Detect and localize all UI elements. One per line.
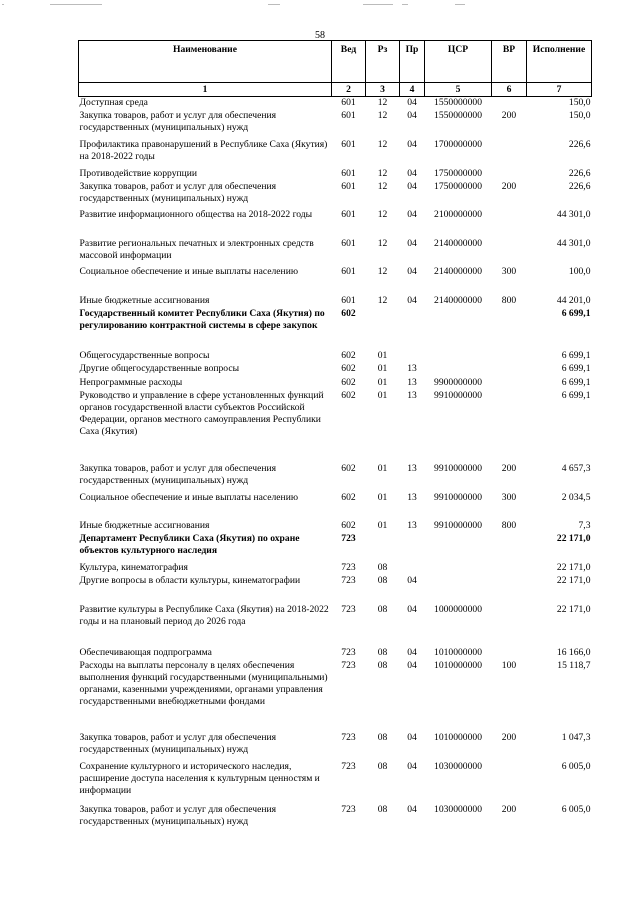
header-vr: ВР — [492, 41, 527, 83]
row-ved: 601 — [341, 237, 356, 249]
row-csr: 1700000000 — [434, 138, 482, 150]
row-rz — [366, 533, 400, 562]
table-row — [79, 761, 592, 804]
row-ved: 602 — [341, 519, 356, 531]
row-pr: 04 — [407, 659, 417, 671]
row-rz: 08 — [377, 803, 388, 815]
row-name: Руководство и управление в сфере установленных функций органов государственной власти субъектов Российской Федерации, органов местного самоуправления Республики Саха (Якутия) — [79, 389, 324, 437]
row-amount: 100,0 — [568, 265, 591, 277]
row-name: Закупка товаров, работ и услуг для обеспечения государственных (муниципальных) нужд — [79, 180, 277, 204]
row-ved: 602 — [341, 389, 356, 401]
row-amount: 22 171,0 — [556, 561, 591, 573]
row-rz: 12 — [377, 294, 388, 306]
table-row — [79, 209, 592, 238]
row-pr: 04 — [407, 180, 417, 192]
row-pr: 13 — [407, 491, 417, 503]
row-csr: 2140000000 — [434, 265, 482, 277]
table-row — [79, 181, 592, 209]
row-pr: 04 — [407, 265, 417, 277]
row-csr: 2100000000 — [434, 208, 482, 220]
row-ved: 602 — [341, 307, 356, 319]
header-csr: ЦСР — [425, 41, 492, 83]
row-pr: 13 — [407, 362, 417, 374]
row-rz: 08 — [377, 561, 388, 573]
row-pr: 04 — [407, 208, 417, 220]
table-row — [79, 266, 592, 295]
row-vr: 300 — [501, 491, 517, 503]
row-name: Расходы на выплаты персоналу в целях обеспечения выполнения функций государственными (муниципальными) органами, казенными учреждениями, органами управления государственными внебюджетными фондами — [79, 659, 328, 707]
row-name: Профилактика правонарушений в Республике Саха (Якутия) на 2018-2022 годы — [79, 138, 328, 162]
row-vr: 200 — [501, 731, 517, 743]
row-vr: 200 — [501, 180, 517, 192]
row-rz: 08 — [377, 760, 388, 772]
row-ved: 723 — [341, 561, 356, 573]
row-amount: 1 047,3 — [561, 731, 591, 743]
row-pr: 13 — [407, 519, 417, 531]
row-pr — [400, 350, 425, 363]
row-ved: 601 — [341, 294, 356, 306]
table-row — [79, 660, 592, 732]
column-number: 7 — [527, 83, 592, 97]
row-csr: 9900000000 — [434, 376, 482, 388]
scan-artifact-marks — [0, 0, 640, 14]
row-pr: 04 — [407, 731, 417, 743]
row-amount: 15 118,7 — [557, 659, 591, 671]
row-name: Иные бюджетные ассигнования — [79, 519, 210, 531]
row-rz: 01 — [377, 389, 388, 401]
table-row — [79, 295, 592, 308]
row-pr: 04 — [407, 109, 417, 121]
header-name: Наименование — [79, 41, 332, 83]
column-number: 4 — [400, 83, 425, 97]
row-pr: 04 — [407, 574, 417, 586]
row-name: Непрограммные расходы — [79, 376, 183, 388]
row-csr — [425, 575, 492, 604]
row-ved: 602 — [341, 491, 356, 503]
row-rz: 01 — [377, 519, 388, 531]
row-name: Развитие региональных печатных и электронных средств массовой информации — [79, 237, 314, 261]
row-vr — [492, 533, 527, 562]
table-row — [79, 804, 592, 832]
row-vr — [492, 139, 527, 168]
row-rz: 12 — [377, 180, 388, 192]
row-ved: 602 — [341, 376, 356, 388]
column-number: 1 — [79, 83, 332, 97]
column-number-row — [79, 83, 592, 97]
row-vr: 200 — [501, 803, 517, 815]
table-row — [79, 604, 592, 647]
header-row — [79, 41, 592, 83]
table-row — [79, 377, 592, 390]
header-amount: Исполнение — [527, 41, 592, 83]
row-amount: 7,3 — [578, 519, 591, 531]
row-ved: 601 — [341, 265, 356, 277]
table-row — [79, 390, 592, 463]
row-vr — [492, 363, 527, 377]
row-rz: 08 — [377, 574, 388, 586]
row-ved: 602 — [341, 462, 356, 474]
row-vr — [492, 575, 527, 604]
row-pr: 04 — [407, 138, 417, 150]
table-row — [79, 363, 592, 377]
row-vr: 100 — [501, 659, 517, 671]
table-header — [79, 41, 592, 97]
row-amount: 226,6 — [568, 138, 591, 150]
row-amount: 226,6 — [568, 167, 591, 179]
row-csr — [425, 363, 492, 377]
row-amount: 150,0 — [568, 97, 591, 108]
row-csr: 1030000000 — [434, 803, 482, 815]
row-vr — [492, 647, 527, 660]
row-amount: 150,0 — [568, 109, 591, 121]
table-row — [79, 520, 592, 533]
row-name: Закупка товаров, работ и услуг для обеспечения государственных (муниципальных) нужд — [79, 731, 277, 755]
row-name: Департамент Республики Саха (Якутия) по охране объектов культурного наследия — [79, 532, 300, 556]
row-vr — [492, 604, 527, 647]
row-csr: 1030000000 — [434, 760, 482, 772]
row-ved: 601 — [341, 167, 356, 179]
header-ved: Вед — [332, 41, 366, 83]
row-name: Социальное обеспечение и иные выплаты населению — [79, 491, 298, 503]
row-ved: 723 — [341, 603, 356, 615]
table-row — [79, 110, 592, 139]
column-number: 5 — [425, 83, 492, 97]
row-csr: 1550000000 — [434, 97, 482, 108]
row-pr: 04 — [407, 760, 417, 772]
row-csr: 9910000000 — [434, 519, 482, 531]
row-rz: 12 — [377, 208, 388, 220]
table-row — [79, 492, 592, 520]
row-name: Развитие информационного общества на 2018-2022 годы — [79, 208, 313, 220]
row-vr: 300 — [501, 265, 517, 277]
table-row — [79, 732, 592, 761]
row-amount: 6 699,1 — [561, 307, 591, 319]
row-ved: 602 — [341, 362, 356, 374]
row-ved: 723 — [341, 760, 356, 772]
column-number: 2 — [332, 83, 366, 97]
row-name: Закупка товаров, работ и услуг для обеспечения государственных (муниципальных) нужд — [79, 462, 277, 486]
row-ved: 723 — [341, 646, 356, 658]
row-pr: 13 — [407, 389, 417, 401]
row-pr: 04 — [407, 646, 417, 658]
row-pr: 04 — [407, 294, 417, 306]
row-vr — [492, 209, 527, 238]
row-csr: 1750000000 — [434, 180, 482, 192]
row-csr: 2140000000 — [434, 294, 482, 306]
row-amount: 22 171,0 — [556, 574, 591, 586]
row-ved: 601 — [341, 180, 356, 192]
row-rz: 12 — [377, 265, 388, 277]
row-pr — [400, 562, 425, 575]
row-name: Противодействие коррупции — [79, 167, 198, 179]
row-vr — [492, 308, 527, 350]
row-ved: 723 — [341, 803, 356, 815]
row-amount: 6 699,1 — [561, 349, 591, 361]
row-pr: 04 — [407, 803, 417, 815]
row-csr: 1750000000 — [434, 167, 482, 179]
row-vr: 800 — [501, 519, 517, 531]
row-amount: 6 699,1 — [561, 376, 591, 388]
row-name: Закупка товаров, работ и услуг для обеспечения государственных (муниципальных) нужд — [79, 109, 277, 133]
row-amount: 2 034,5 — [561, 491, 591, 503]
row-vr — [492, 97, 527, 110]
row-ved: 601 — [341, 97, 356, 108]
row-rz: 12 — [377, 109, 388, 121]
row-csr — [425, 308, 492, 350]
row-rz: 01 — [377, 491, 388, 503]
header-pr: Пр — [400, 41, 425, 83]
row-amount: 16 166,0 — [556, 646, 591, 658]
row-name: Социальное обеспечение и иные выплаты населению — [79, 265, 298, 277]
table-row — [79, 308, 592, 350]
row-name: Обеспечивающая подпрограмма — [79, 646, 212, 658]
row-vr — [492, 238, 527, 266]
row-vr — [492, 761, 527, 804]
row-vr: 200 — [501, 462, 517, 474]
row-pr — [400, 533, 425, 562]
row-csr — [425, 350, 492, 363]
table-row — [79, 139, 592, 168]
row-csr — [425, 562, 492, 575]
row-ved: 601 — [341, 208, 356, 220]
row-ved: 723 — [341, 532, 356, 544]
table-row — [79, 168, 592, 181]
row-rz: 08 — [377, 659, 388, 671]
row-pr: 04 — [407, 237, 417, 249]
row-csr: 1010000000 — [434, 731, 482, 743]
row-vr — [492, 350, 527, 363]
row-ved: 723 — [341, 731, 356, 743]
row-pr: 13 — [407, 462, 417, 474]
row-name: Закупка товаров, работ и услуг для обеспечения государственных (муниципальных) нужд — [79, 803, 277, 827]
row-ved: 602 — [341, 349, 356, 361]
row-vr — [492, 168, 527, 181]
row-amount: 6 005,0 — [561, 803, 591, 815]
row-rz: 12 — [377, 237, 388, 249]
row-csr: 9910000000 — [434, 389, 482, 401]
row-ved: 723 — [341, 659, 356, 671]
row-rz: 08 — [377, 646, 388, 658]
row-vr — [492, 390, 527, 463]
table-row — [79, 647, 592, 660]
row-vr — [492, 377, 527, 390]
row-pr — [400, 308, 425, 350]
row-csr: 2140000000 — [434, 237, 482, 249]
row-ved: 601 — [341, 138, 356, 150]
row-rz: 01 — [377, 349, 388, 361]
row-rz: 12 — [377, 167, 388, 179]
row-csr — [425, 533, 492, 562]
row-amount: 4 657,3 — [561, 462, 591, 474]
row-pr: 04 — [407, 97, 417, 108]
row-vr: 800 — [501, 294, 517, 306]
row-name: Сохранение культурного и исторического наследия, расширение доступа населения к культурным ценностям и информации — [79, 760, 320, 796]
row-csr: 9910000000 — [434, 491, 482, 503]
row-name: Общегосударственные вопросы — [79, 349, 210, 361]
row-csr: 9910000000 — [434, 462, 482, 474]
row-name: Развитие культуры в Республике Саха (Якутия) на 2018-2022 годы и на плановый период до 2026 года — [79, 603, 329, 627]
row-csr: 1000000000 — [434, 603, 482, 615]
table-row — [79, 350, 592, 363]
row-rz: 01 — [377, 462, 388, 474]
row-rz — [366, 308, 400, 350]
row-amount: 44 201,0 — [556, 294, 591, 306]
table-row — [79, 97, 592, 110]
row-rz: 12 — [377, 138, 388, 150]
row-rz: 08 — [377, 731, 388, 743]
row-name: Иные бюджетные ассигнования — [79, 294, 210, 306]
row-name: Другие общегосударственные вопросы — [79, 362, 240, 374]
table-row — [79, 463, 592, 492]
row-ved: 601 — [341, 109, 356, 121]
row-vr — [492, 562, 527, 575]
column-number: 3 — [366, 83, 400, 97]
row-pr: 04 — [407, 603, 417, 615]
row-rz: 12 — [377, 97, 388, 108]
row-name: Доступная среда — [79, 97, 148, 108]
header-rz: Рз — [366, 41, 400, 83]
row-name: Культура, кинематография — [79, 561, 188, 573]
table-row — [79, 562, 592, 575]
row-rz: 01 — [377, 376, 388, 388]
table-row — [79, 533, 592, 562]
row-pr: 04 — [407, 167, 417, 179]
row-rz: 08 — [377, 603, 388, 615]
row-csr: 1010000000 — [434, 659, 482, 671]
row-amount: 22 171,0 — [556, 603, 591, 615]
row-csr: 1010000000 — [434, 646, 482, 658]
row-vr: 200 — [501, 109, 517, 121]
row-amount: 226,6 — [568, 180, 591, 192]
row-csr: 1550000000 — [434, 109, 482, 121]
row-amount: 6 699,1 — [561, 362, 591, 374]
budget-execution-table — [78, 40, 592, 832]
row-pr: 13 — [407, 376, 417, 388]
row-amount: 44 301,0 — [556, 237, 591, 249]
table-row — [79, 575, 592, 604]
row-name: Государственный комитет Республики Саха (Якутия) по регулированию контрактной системы в сфере закупок — [79, 307, 325, 331]
table-row — [79, 238, 592, 266]
page-number: 58 — [315, 30, 325, 41]
row-name: Другие вопросы в области культуры, кинематографии — [79, 574, 301, 586]
row-amount: 6 005,0 — [561, 760, 591, 772]
column-number: 6 — [492, 83, 527, 97]
row-rz: 01 — [377, 362, 388, 374]
table-body — [79, 97, 592, 832]
row-amount: 6 699,1 — [561, 389, 591, 401]
row-amount: 44 301,0 — [556, 208, 591, 220]
row-amount: 22 171,0 — [556, 532, 591, 544]
row-ved: 723 — [341, 574, 356, 586]
